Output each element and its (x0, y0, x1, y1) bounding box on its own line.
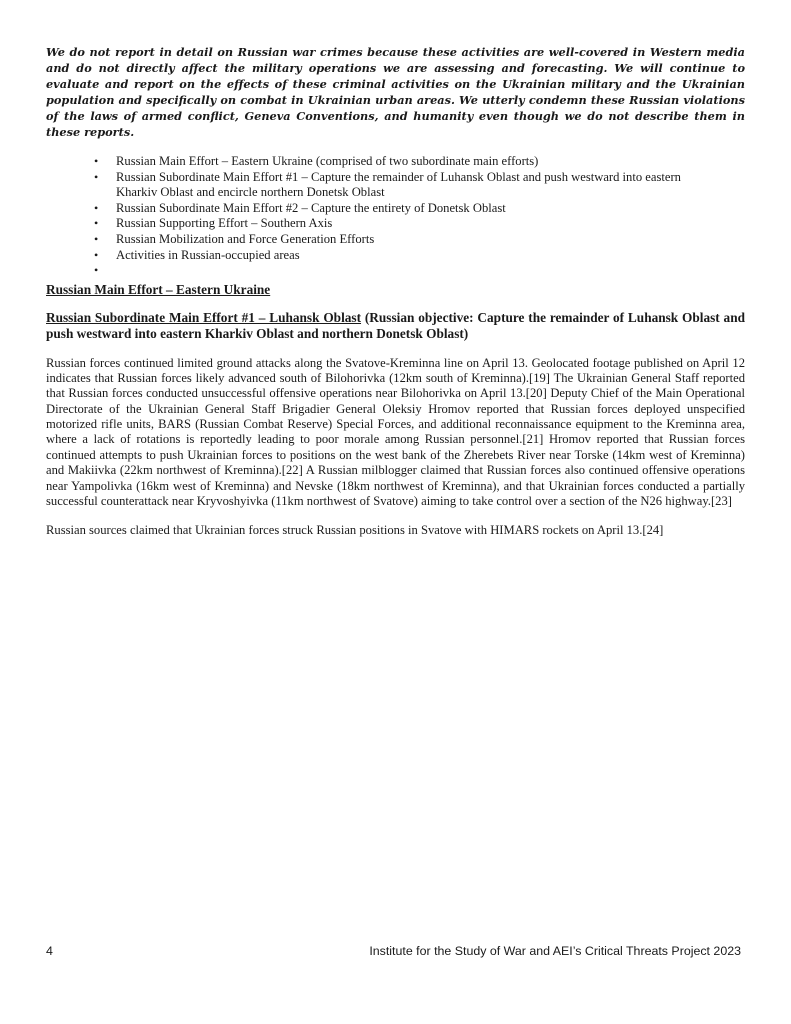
bullet-icon: • (94, 247, 99, 262)
list-item: • Russian Subordinate Main Effort #1 – Capture the remainder of Luhansk Oblast and push westward into eastern Kharkiv Oblast and encircle northern Donetsk Oblast (94, 169, 681, 200)
footer-text: Institute for the Study of War and AEI’s Critical Threats Project 2023 (369, 944, 741, 958)
list-item (94, 263, 745, 279)
bullet-icon: • (94, 200, 99, 215)
subsection-title: Russian Subordinate Main Effort #1 – Luhansk Oblast (46, 309, 362, 325)
report-sections-list (46, 154, 745, 279)
bullet-icon: • (94, 231, 99, 246)
list-item: • Activities in Russian-occupied areas (94, 247, 300, 262)
section-heading: Russian Main Effort – Eastern Ukraine (46, 281, 271, 297)
subsection-heading (46, 310, 745, 342)
list-item: • Russian Subordinate Main Effort #2 – Capture the entirety of Donetsk Oblast (94, 200, 506, 215)
page-number: 4 (46, 944, 53, 958)
subsection-objective: (Russian objective: Capture the remainder of Luhansk Oblast and push westward into eastern Kharkiv Oblast and northern Donetsk Oblast) (46, 309, 745, 341)
bullet-icon: • (94, 169, 99, 184)
bullet-icon: • (94, 263, 99, 278)
document-page (46, 44, 745, 539)
body-paragraph: Russian sources claimed that Ukrainian forces struck Russian positions in Svatove with HIMARS rockets on April 13.[24] (46, 523, 664, 538)
bullet-icon: • (94, 216, 99, 231)
list-item: • Russian Mobilization and Force Generation Efforts (94, 231, 375, 246)
list-item: • Russian Main Effort – Eastern Ukraine (comprised of two subordinate main efforts) (94, 154, 539, 168)
war-crimes-disclaimer: We do not report in detail on Russian war crimes because these activities are well-covered in Western media and do not directly affect the military operations we are assessing and forecasting. We will continue to evaluate and report on the effects of these criminal activities on the Ukrainian military and the Ukrainian population and specifically on combat in Ukrainian urban areas. We utterly condemn these Russian violations of the laws of armed conflict, Geneva Conventions, and humanity even though we do not describe them in these reports. (46, 45, 745, 139)
list-item: • Russian Supporting Effort – Southern Axis (94, 216, 333, 231)
bullet-icon: • (94, 154, 99, 168)
body-paragraph: Russian forces continued limited ground attacks along the Svatove-Kreminna line on April 13. Geolocated footage published on April 12 indicates that Russian forces likely advanced south of Bilohorivka (12km south of Kreminna).[19] The Ukrainian General Staff reported that Russian forces conducted unsuccessful offensive operations near Bilohorivka on April 13.[20] Deputy Chief of the Main Operational Directorate of the Ukrainian General Staff Brigadier General Oleksiy Hromov reported that Russian forces deployed unspecified motorized rifle units, BARS (Russian Combat Reserve) Special Forces, and additional reconnaissance equipment to the Kreminna area, where a lack of rotations is reportedly leading to poor morale among Russian personnel.[21] Hromov reported that Russian forces continued attempts to push Ukrainian forces to positions on the west bank of the Zherebets River near Torske (14km west of Kreminna) and Makiivka (22km northwest of Kreminna).[22] A Russian milblogger claimed that Russian forces also continued offensive operations near Yampolivka (16km west of Kreminna) and Nevske (18km northwest of Kreminna), and that Ukrainian forces conducted a partially successful counterattack near Kryvoshyivka (11km northwest of Svatove) aiming to take control over a section of the N26 highway.[23] (46, 355, 745, 508)
